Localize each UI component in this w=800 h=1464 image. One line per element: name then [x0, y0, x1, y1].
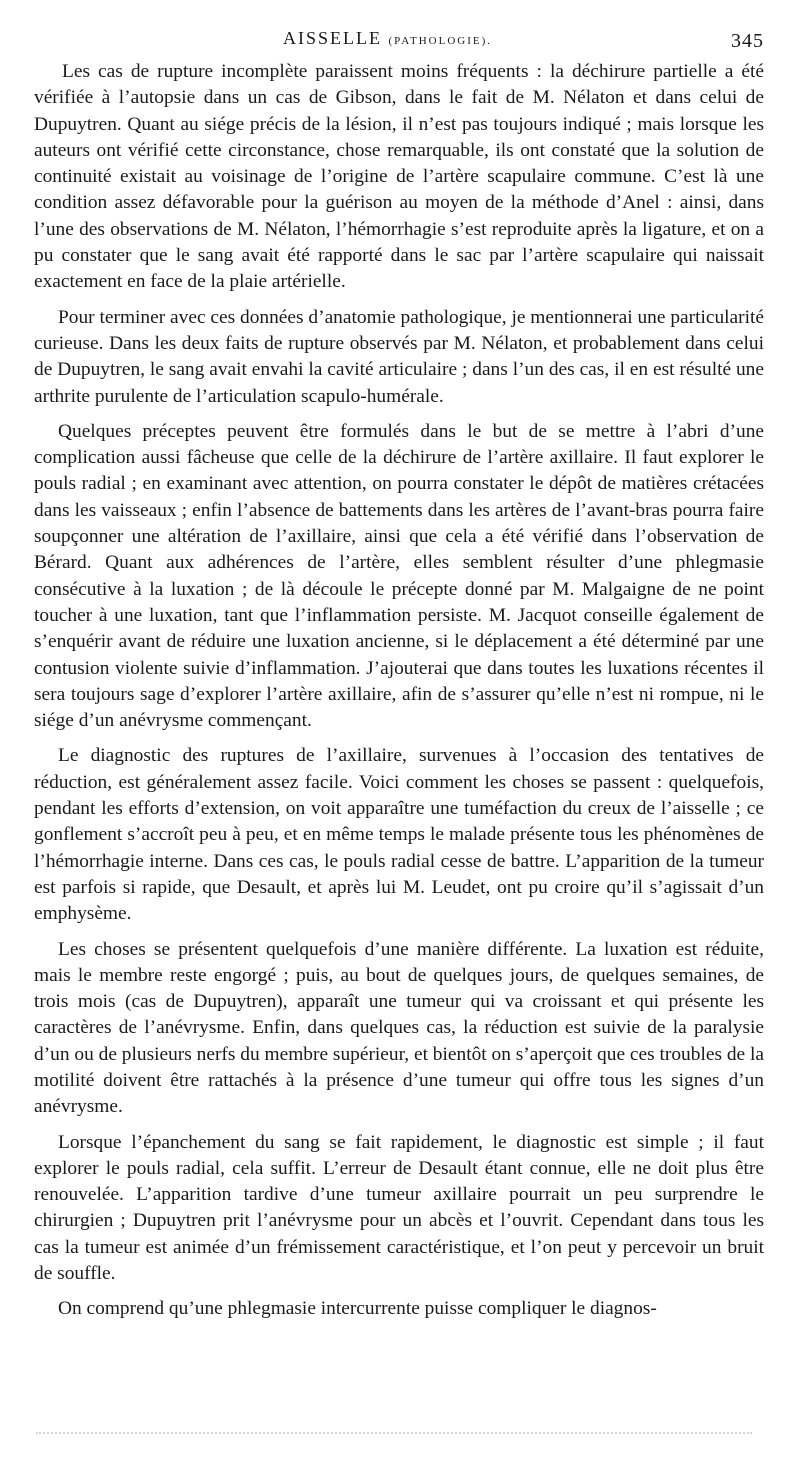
paragraph: Pour terminer avec ces données d’anatomie pathologique, je mentionnerai une particularité curieuse. Dans les deux faits de rupture observés par M. Nélaton, et probablement dans celui de Dupuytren, le sang avait envahi la cavité articulaire ; dans l’un des cas, il en est résulté une arthrite purulente de l’articulation scapulo-humérale. [34, 306, 764, 407]
paragraph: Quelques préceptes peuvent être formulés dans le but de se mettre à l’abri d’une complication aussi fâcheuse que celle de la déchirure de l’artère axillaire. Il faut explorer le pouls radial ; en examinant avec attention, on pourra constater le dépôt de matières crétacées dans les vaisseaux ; enfin l’absence de battements dans les artères de l’avant-bras pourra faire soupçonner une altération de l’axillaire, ainsi que cela a été vérifié dans l’observation de Bérard. Quant aux adhérences de l’artère, elles semblent résulter d’une phlegmasie consécutive à la luxation ; de là découle le précepte donné par M. Malgaigne de ne point toucher à une luxation, tant que l’inflammation persiste. M. Jacquot conseille également de s’enquérir avant de réduire une luxation ancienne, si le déplacement a été déterminé par une contusion violente suivie d’inflammation. J’ajouterai que dans toutes les luxations récentes il sera toujours sage d’explorer l’artère axillaire, afin de s’assurer qu’elle n’est ni rompue, ni le siége d’un anévrysme commençant. [34, 420, 764, 732]
paragraph: On comprend qu’une phlegmasie intercurrente puisse compliquer le diagnos- [58, 1298, 657, 1320]
paragraph: Les cas de rupture incomplète paraissent moins fréquents : la déchirure partielle a été vérifiée à l’autopsie dans un cas de Gibson, dans le fait de M. Nélaton et dans celui de Dupuytren. Quant au siége précis de la lésion, il n’est pas toujours indiqué ; mais lorsque les auteurs ont vérifié cette circonstance, chose remarquable, ils ont constaté que la solution de continuité existait au voisinage de l’origine de l’artère scapulaire commune. C’est là une condition assez défavorable pour la guérison au moyen de la méthode d’Anel : ainsi, dans l’une des observations de M. Nélaton, l’hémorrhagie s’est reproduite après la ligature, et on a pu constater que le sang avait été rapporté dans le sac par l’artère scapulaire qui naissait exactement en face de la plaie artérielle. [34, 61, 764, 293]
running-head-title: AISSELLE [283, 28, 382, 48]
body-text [34, 59, 764, 1332]
paragraph: Les choses se présentent quelquefois d’une manière différente. La luxation est réduite, mais le membre reste engorgé ; puis, au bout de quelques jours, de quelques semaines, de trois mois (cas de Dupuytren), apparaît une tumeur qui va croissant et qui présente les caractères de l’anévrysme. Enfin, dans quelques cas, la réduction est suivie de la paralysie d’un ou de plusieurs nerfs du membre supérieur, et bientôt on s’aperçoit que ces troubles de la motilité doivent être rattachés à la présence d’une tumeur qui offre tous les signes d’un anévrysme. [34, 938, 764, 1118]
paragraph: Lorsque l’épanchement du sang se fait rapidement, le diagnostic est simple ; il faut explorer le pouls radial, cela suffit. L’erreur de Desault étant connue, elle ne doit plus être renouvelée. L’apparition tardive d’une tumeur axillaire pourrait un peu surprendre le chirurgien ; Dupuytren prit l’anévrysme pour un abcès et l’ouvrit. Cependant dans tous les cas la tumeur est animée d’un frémissement caractéristique, et l’on peut y percevoir un bruit de souffle. [34, 1131, 764, 1285]
page-number: 345 [731, 30, 764, 52]
running-head [283, 28, 492, 49]
bleed-through-line [36, 1432, 752, 1436]
paragraph: Le diagnostic des ruptures de l’axillaire, survenues à l’occasion des tentatives de réduction, est généralement assez facile. Voici comment les choses se passent : quelquefois, pendant les efforts d’extension, on voit apparaître une tuméfaction du creux de l’aisselle ; ce gonflement s’accroît peu à peu, et en même temps le malade présente tous les phénomènes de l’hémorrhagie interne. Dans ces cas, le pouls radial cesse de battre. L’apparition de la tumeur est parfois si rapide, que Desault, et après lui M. Leudet, ont pu croire qu’il s’agissait d’un emphysème. [34, 745, 764, 925]
running-head-subtitle: (PATHOLOGIE). [388, 35, 493, 47]
